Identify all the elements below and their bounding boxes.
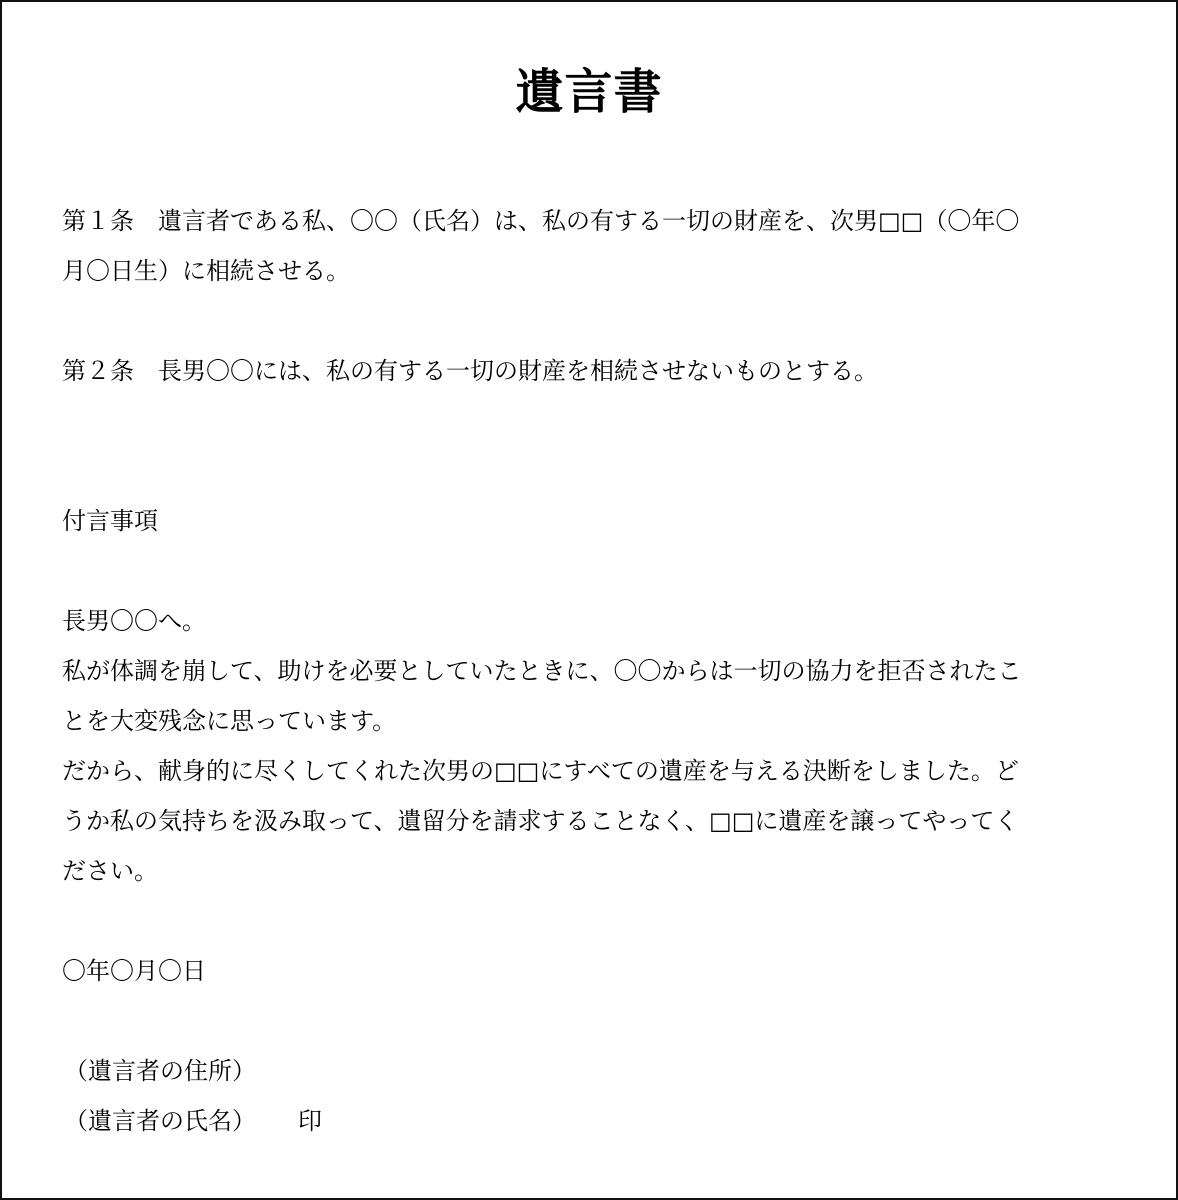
seal-mark: 印 [298,1107,322,1135]
message-line-1: 長男〇〇へ。 [62,607,206,635]
document-date: 〇年〇月〇日 [62,957,206,985]
testator-name: （遺言者の氏名） [64,1107,256,1135]
supplementary-heading: 付言事項 [62,507,158,535]
message-line-3: とを大変残念に思っています。 [62,707,397,735]
article-1-line-1: 第１条 遺言者である私、〇〇（氏名）は、私の有する一切の財産を、次男□□（〇年〇 [62,207,1020,235]
message-line-4: だから、献身的に尽くしてくれた次男の□□にすべての遺産を与える決断をしました。ど [62,757,1019,785]
message-line-2: 私が体調を崩して、助けを必要としていたときに、〇〇からは一切の協力を拒否されたこ [62,657,1022,685]
document-title: 遺言書 [515,64,663,120]
message-line-6: ださい。 [62,857,158,885]
testator-name-row [64,1101,322,1141]
testator-address: （遺言者の住所） [64,1057,256,1085]
article-2-line-1: 第２条 長男〇〇には、私の有する一切の財産を相続させないものとする。 [62,357,878,385]
message-line-5: うか私の気持ちを汲み取って、遺留分を請求することなく、□□に遺産を譲ってやってく [62,807,1019,835]
article-1-line-2: 月〇日生）に相続させる。 [62,257,350,285]
